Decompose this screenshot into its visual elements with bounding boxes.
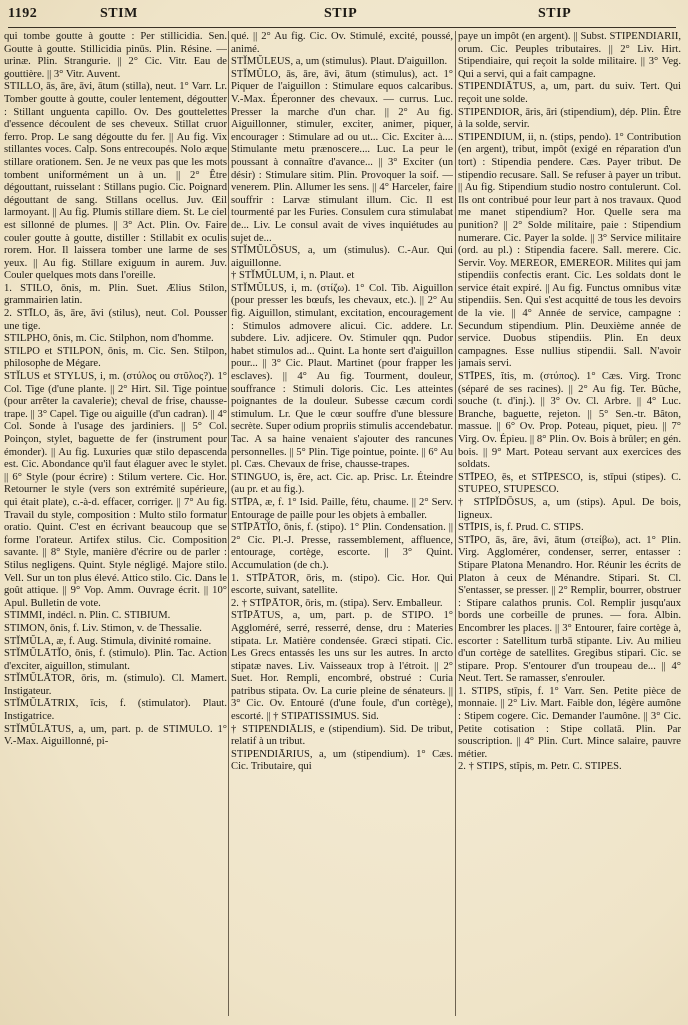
dictionary-entry: qui tombe goutte à goutte : Per stillicidia. Sen. Goutte à goutte. Stillicidia pinūs. Plin. Résine. — urinæ. Plin. Strangurie. || 2° Cic. Vitr. Eau de gouttière. || 3° Vitr. Auvent. [4,31,227,80]
dictionary-entry: STĬMŬLĀTĬO, ōnis, f. (stimulo). Plin. Tac. Action d'exciter, aiguillon, stimulant. [4,648,227,672]
running-head-center: STIP [324,6,358,21]
dictionary-entry: STĬMŬLĀTRIX, īcis, f. (stimulator). Plaut. Instigatrice. [4,698,227,723]
dictionary-entry: STILPO et STILPON, ōnis, m. Cic. Sen. Stilpon, philosophe de Mégare. [4,345,227,370]
dictionary-entry: STĪPIS, is, f. Prud. C. STIPS. [458,522,584,534]
dictionary-entry: † STIPENDIĀLIS, e (stipendium). Sid. De tribut, relatif à un tribut. [231,723,453,748]
running-head-left: STIM [100,6,138,21]
dictionary-entry: STIMMI, indécl. n. Plin. C. STIBIUM. [4,610,171,622]
dictionary-entry: STIPENDIUM, ii, n. (stips, pendo). 1° Contribution (en argent), tribut, impôt (exigé en réparation d'un tort) : Stipendia pendere. Cæs. Payer tribut. De stipendio recusare. Sall. Se refuser à payer un tribut. || Au fig. Stipendium studio nostro contulerunt. Col. Ils ont contribué pour leur part à nos travaux. Quod me manet stipendium? Hor. Quelle sera ma punition? || 2° Solde militaire, paie : Stipendium numerare. Cic. Payer la solde. || 3° Service militaire (ord. au pl.) : Stipendia facere. Sall. merere. Cic. Servir. Voy. MEREOR, EMEREOR. Milites qui jam stipendiis confectis erant. Cic. Les soldats dont le service était expiré. || Au fig. Functus omnibus vitæ stipendiis. Sen. Qui s'est acquitté de tous les devoirs de la vie. || 4° Année de service, campagne : Secundum stipendium. Plin. Deuxième année de service. Duobus stipendiis. Plin. En deux campagnes. Esse nullius stipendii. Sall. N'avoir jamais servi. [458,131,681,370]
page-header [8,6,674,28]
column-divider [228,31,229,1016]
dictionary-entry: † STĪPĬDŌSUS, a, um (stips). Apul. De bois, ligneux. [458,496,681,521]
dictionary-entry: STĬMŬLA, æ, f. Aug. Stimula, divinité romaine. [4,635,212,647]
dictionary-entry: STĬLUS et STYLUS, i, m. (στύλος ou στῦλος?). 1° Col. Tige (d'une plante. || 2° Hirt. Sil. Tige pointue (pour arrêter la cavalerie); cheval de frise, chausse-trape. || 3° Capel. Tige ou aiguille (d'un cadran). || 4° Col. Sonde à l'usage des jardiniers. || 5° Col. Poinçon, stylet, baguette de fer (instrument pour émonder). || Au fig. Luxuries quæ stilo depascenda est. Cic. Abondance qu'il faut élaguer avec le stylet. || 6° Style (pour écrire) : Stilum vertere. Cic. Hor. Retourner le style (vers son extrémité supérieure, qui était plate), c.-à-d. effacer, corriger. || 7° Au fig. Travail du style, composition : Multo stilo formatur oratio. Quint. C'est en écrivant beaucoup que se forme l'orateur. Artifex stilus. Cic. Composition savante. || 8° Style, manière d'écrire ou de parler : Stilus negligens. Quint. Style négligé. Majore stilo. Vell. Sur un ton plus élevé. Attico stilo. Cic. Dans le goût attique. || 9° Vop. Amm. Ouvrage écrit. || 10° Apul. Bulletin de vote. [4,371,227,609]
dictionary-entry: STIPENDIĀRIUS, a, um (stipendium). 1° Cæs. Cic. Tributaire, qui [231,748,453,773]
dictionary-entry: paye un impôt (en argent). || Subst. STIPENDIARII, orum. Cic. Peuples tributaires. || 2° Liv. Hirt. Stipendiaire, qui reçoit la solde militaire. || 3° Veg. Qui a servi, qui a fait campagne. [458,31,681,80]
dictionary-entry: qué. || 2° Au fig. Cic. Ov. Stimulé, excité, poussé, animé. [231,31,453,55]
dictionary-entry: STĬMŬLŌSUS, a, um (stimulus). C.-Aur. Qui aiguillonne. [231,245,453,269]
dictionary-entry: STILLO, ās, āre, āvi, ātum (stilla), neut. 1° Varr. Lr. Tomber goutte à goutte, couler lentement, dégoutter : Stillant unguenta capillo. Ov. Des gouttelettes d'essence découlent de ses cheveux. Stillat cruor ferro. Prop. Le sang dégoutte du fer. || Au fig. Vix stillantes voces. Calp. Sons entrecoupés. Nolo æque stillare orationem. Sen. Je ne veux pas que les mots tombent uniformément un à un. || 2° Être dégouttant, ruisselant : Stillans pugio. Cic. Poignard dégouttant de sang. Stillans ocellus. Juv. Œil larmoyant. || Au fig. Plumis stillare diem. St. Le ciel est sillonné de plumes. || 3° Act. Plin. Ov. Faire couler goutte à goutte, distiller : Stillabit ex oculis rorem. Hor. Il laissera tomber une larme de ses yeux. || Au fig. Stillare exiguum in aurem. Juv. Couler quelques mots dans l'oreille. [4,81,227,282]
dictionary-entry: STĪPĀTĬO, ōnis, f. (stipo). 1° Plin. Condensation. || 2° Cic. Pl.-J. Presse, rassemblement, affluence, entourage, cortège, escorte. || 3° Quint. Accumulation (de ch.). [231,522,453,571]
dictionary-entry: STĪPES, ĭtis, m. (στύπος). 1° Cæs. Virg. Tronc (séparé de ses racines). || 2° Au fig. Ter. Bûche, souche (t. d'inj.). || 3° Ov. Cl. Arbre. || 4° Luc. Branche, baguette, rejeton. || 5° Sen.-tr. Bâton, massue. || 6° Ov. Prop. Poteau, piquet, pieu. || 7° Virg. Ov. Épieu. || 8° Plin. Ov. Bois à brûler; en gén. bois. || 9° Mart. Poteau servant aux exercices des soldats. [458,371,681,471]
dictionary-entry: 2. † STĪPĀTOR, ōris, m. (stipa). Serv. Emballeur. [231,597,443,609]
dictionary-entry: STĪPA, æ, f. 1° Isid. Paille, fétu, chaume. || 2° Serv. Entourage de paille pour les objets à emballer. [231,496,453,521]
dictionary-entry: STIPENDIOR, āris, āri (stipendium), dép. Plin. Être à la solde, servir. [458,106,681,131]
dictionary-entry: 1. STILO, ōnis, m. Plin. Suet. Ælius Stilon, grammairien latin. [4,282,227,307]
page-number: 1192 [8,6,38,21]
column-divider [455,31,456,1016]
dictionary-entry: STĬMŬLĀTOR, ōris, m. (stimulo). Cl. Mamert. Instigateur. [4,673,227,697]
dictionary-entry: 1. STIPS, stīpis, f. 1° Varr. Sen. Petite pièce de monnaie. || 2° Liv. Mart. Faible don, légère aumône : Stipem cogere. Cic. Demander l'aumône. || 3° Cic. Petite cotisation : Stipe collatā. Plin. Par souscription. || 4° Plin. Curt. Mince salaire, pauvre métier. [458,685,681,760]
dictionary-entry: STIMON, ōnis, f. Liv. Stimon, v. de Thessalie. [4,622,202,634]
column-center [231,31,453,1016]
dictionary-entry: 2. STĪLO, ās, āre, āvi (stilus), neut. Col. Pousser une tige. [4,308,227,332]
column-left [4,31,227,1016]
dictionary-entry: STĪPĀTUS, a, um, part. p. de STIPO. 1° Aggloméré, serré, resserré, dense, dru : Materies stipata. Lr. Matière condensée. Græci stipati. Cic. Les Grecs entassés les uns sur les autres. In arcto stipatæ naves. Liv. Vaisseaux trop à l'étroit. || 2° Suet. Hor. Rempli, encombré, obstrué : Curia patribus stipata. Ov. La curie pleine de sénateurs. || 3° Cic. Ov. Entouré (d'une foule, d'un cortège), escorté. || † STIPATISSIMUS. Sid. [231,610,453,723]
dictionary-entry: STINGUO, is, ĕre, act. Cic. ap. Prisc. Lr. Éteindre (au pr. et au fig.). [231,471,453,496]
dictionary-entry: STĬMŬLUS, i, m. (στίζω). 1° Col. Tib. Aiguillon (pour presser les bœufs, les chevaux, etc.). || 2° Au fig. Aiguillon, stimulant, excitation, encouragement : Stimulos admovere alicui. Cic. addere. Lr. subdere. Liv. adjicere. Ov. Stimuler qqn. Pudor habet stimulos ad... Quint. La honte sert d'aiguillon pour... || 3° Cic. Plaut. Martinet (pour frapper les esclaves). || 4° Au fig. Tourment, douleur, souffrance : Stimuli doloris. Cic. Les atteintes poignantes de la douleur. Subesse cæcum cordi stimulum. Lr. Que le cœur souffre d'une blessure secrète. Super odium propriis stimulis accendebatur. Tac. A sa haine venaient s'ajouter des rancunes personnelles. || 5° Plin. Tige pointue, pointe. || 6° Au pl. Cæs. Chevaux de frise, chausse-trapes. [231,282,453,471]
dictionary-entry: STĪPO, ās, āre, āvi, ātum (στείβω), act. 1° Plin. Virg. Agglomérer, condenser, serrer, entasser : Stipare Platona Menandro. Hor. Réunir les écrits de Platon à ceux de Ménandre. Stipari. St. Cl. S'entasser, se presser. || 2° Remplir, bourrer, obstruer : Stipare calathos prunis. Col. Remplir jusqu'aux bords une corbeille de prunes. — fora. Albin. Encombrer les places. || 3° Entourer, faire cortège à, escorter : Satellitum turbā stipante. Liv. Au milieu d'un cortège de satellites. Gregibus stipari. Cic. se stipare. Prop. S'entourer d'un troupeau de... || 4° Neut. Tert. Se ramasser, s'enrouler. [458,534,681,685]
dictionary-entry: STĬMŬLEUS, a, um (stimulus). Plaut. D'aiguillon. [231,56,448,68]
header-rule [8,27,676,28]
dictionary-entry: STĬMŬLĀTUS, a, um, part. p. de STIMULO. 1° V.-Max. Aiguillonné, pi- [4,723,227,748]
dictionary-entry: † STĬMŬLUM, i, n. Plaut. et [231,270,355,282]
column-right [458,31,681,1016]
dictionary-entry: 1. STĪPĀTOR, ōris, m. (stipo). Cic. Hor. Qui escorte, suivant, satellite. [231,572,453,597]
dictionary-entry: STĬMŬLO, ās, āre, āvi, ātum (stimulus), act. 1° Piquer de l'aiguillon : Stimulare equos calcaribus. V.-Max. Éperonner des chevaux. — currus. Luc. Presser la marche d'un char. || 2° Au fig. Aiguillonner, stimuler, exciter, animer, piquer, encourager : Stimulare ad ou ut... Cic. Exciter à.... Stimulante metu prænoscere.... Luc. La peur le poussant à connaître d'avance... || 3° Exciter (un désir) : Stimulare sitim. Plin. Provoquer la soif. — venerem. Plin. Allumer les sens. || 4° Harceler, faire souffrir : Larvæ stimulant illum. Cic. Il est tourmenté par les Furies. Consulem cura stimulabat de... Liv. Le consul avait de vives inquiétudes au sujet de... [231,68,453,244]
running-head-right: STIP [538,6,572,21]
dictionary-entry: STĪPEO, ēs, et STĪPESCO, is, stīpui (stipes). C. STUPEO, STUPESCO. [458,471,681,496]
dictionary-entry: STIPENDIĀTUS, a, um, part. du suiv. Tert. Qui reçoit une solde. [458,81,681,105]
dictionary-entry: STILPHO, ōnis, m. Cic. Stilphon, nom d'homme. [4,333,214,345]
dictionary-entry: 2. † STIPS, stĭpis, m. Petr. C. STIPES. [458,761,622,773]
